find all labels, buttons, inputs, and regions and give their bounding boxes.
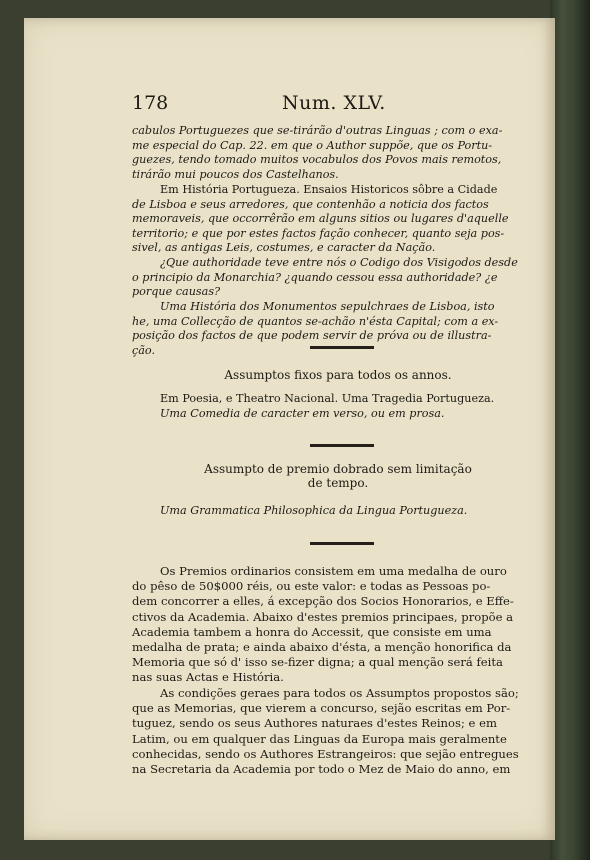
paragraph-codigo xyxy=(132,256,544,300)
text-line: memoraveis, que occorrêrão em alguns sitios ou lugares d'aquelle xyxy=(132,212,509,226)
section-heading-fixos: Assumptos fixos para todos os annos. xyxy=(224,368,452,382)
section-rule xyxy=(310,542,374,545)
paragraph-poesia xyxy=(132,392,544,421)
page-title: Num. XLV. xyxy=(282,92,386,114)
paragraph-premios xyxy=(132,564,544,686)
text-line: na Secretaria da Academia por todo o Mez de Maio do anno, em xyxy=(132,762,511,777)
text-line: he, uma Collecção de quantos se-achão n'ésta Capital; com a ex- xyxy=(132,314,499,328)
text-line: Em História Portugueza. Ensaios Historicos sôbre a Cidade xyxy=(160,183,498,196)
section-heading-premio xyxy=(132,462,544,490)
text-line: Uma Grammatica Philosophica da Lingua Portugueza. xyxy=(160,504,468,517)
text-line: posição dos factos de que podem servir de próva ou de illustra- xyxy=(132,329,492,343)
text-line: sivel, as antigas Leis, costumes, e caracter da Nação. xyxy=(132,241,436,255)
text-line: cabulos Portuguezes que se-tirárão d'outras Linguas ; com o exa- xyxy=(132,124,503,137)
text-line: ctivos da Academia. Abaixo d'estes premios principaes, propõe a xyxy=(132,609,514,624)
text-line: dem concorrer a elles, á excepção dos Socios Honorarios, e Effe- xyxy=(132,594,514,609)
section-rule xyxy=(310,444,374,447)
paragraph-historia xyxy=(132,183,544,256)
text-line: guezes, tendo tomado muitos vocabulos dos Povos mais remotos, xyxy=(132,153,502,167)
page-number: 178 xyxy=(132,92,169,114)
book-page xyxy=(24,18,555,840)
text-line: territorio; e que por estes factos fação conhecer, quanto seja pos- xyxy=(132,226,505,240)
adjacent-page-edge xyxy=(550,0,590,860)
text-line: tirárão mui poucos dos Castelhanos. xyxy=(132,167,339,181)
text-line: Latim, ou em qualquer das Linguas da Europa mais geralmente xyxy=(132,731,507,746)
text-line: ¿Que authoridade teve entre nós o Codigo dos Visigodos desde xyxy=(160,256,518,269)
text-line: do pêso de 50$000 réis, ou este valor: e todas as Pessoas po- xyxy=(132,579,491,594)
running-header xyxy=(24,92,555,118)
text-line: o principio da Monarchia? ¿quando cessou essa authoridade? ¿e xyxy=(132,270,498,284)
text-line: Uma Comedia de caracter em verso, ou em prosa. xyxy=(160,406,445,420)
paragraph-vocabulos xyxy=(132,124,544,182)
heading-line: Assumpto de premio dobrado sem limitação xyxy=(204,462,472,476)
text-line: Uma História dos Monumentos sepulchraes de Lisboa, isto xyxy=(160,300,495,313)
paragraph-monumentos xyxy=(132,300,544,358)
text-line: conhecidas, sendo os Authores Estrangeiros: que sejão entregues xyxy=(132,746,519,761)
text-line: Academia tambem a honra do Accessit, que consiste em uma xyxy=(132,624,492,639)
paragraph-grammatica xyxy=(132,504,544,519)
paragraph-condicoes xyxy=(132,686,544,777)
text-line: Memoria que só d' isso se-fizer digna; a qual menção será feita xyxy=(132,655,503,670)
section-rule xyxy=(310,346,374,349)
text-line: que as Memorias, que vierem a concurso, sejão escritas em Por- xyxy=(132,701,511,716)
text-line: de Lisboa e seus arredores, que contenhão a noticia dos factos xyxy=(132,197,489,211)
text-line: porque causas? xyxy=(132,285,221,299)
text-line: me especial do Cap. 22. em que o Author suppõe, que os Portu- xyxy=(132,138,493,152)
text-line: ção. xyxy=(132,343,156,357)
text-line: tuguez, sendo os seus Authores naturaes d'estes Reinos; e em xyxy=(132,716,497,731)
text-line: As condições geraes para todos os Assumptos propostos são; xyxy=(160,686,519,700)
heading-line: de tempo. xyxy=(307,476,369,490)
text-line: Os Premios ordinarios consistem em uma medalha de ouro xyxy=(160,564,507,578)
text-line: nas suas Actas e História. xyxy=(132,670,284,685)
text-line: medalha de prata; e ainda abaixo d'ésta, a menção honorifica da xyxy=(132,640,512,655)
text-line: Em Poesia, e Theatro Nacional. Uma Tragedia Portugueza. xyxy=(160,392,495,405)
